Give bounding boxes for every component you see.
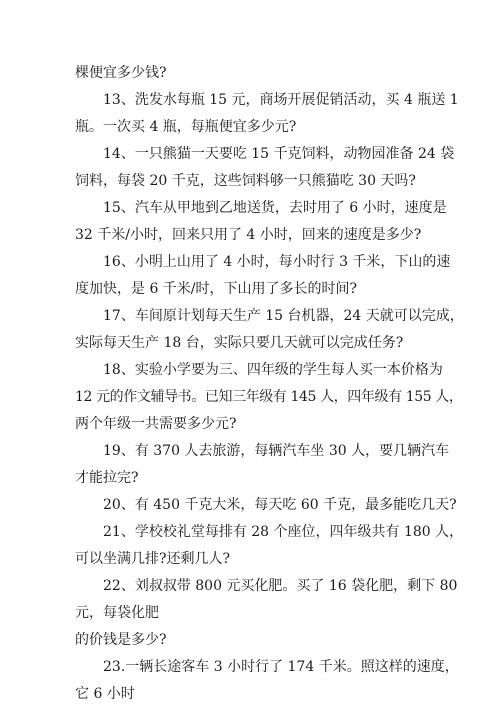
- text-line: 才能拉完?: [75, 470, 139, 486]
- text-line: 它 6 小时: [75, 686, 135, 702]
- text-line: 32 千米/小时，回来只用了 4 小时，回来的速度是多少?: [75, 227, 422, 243]
- question-22-line: 22、刘叔叔带 800 元买化肥。买了 16 袋化肥，剩下 80: [103, 578, 458, 594]
- text-line: 实际每天生产 18 台，实际只要几天就可以完成任务?: [75, 335, 404, 351]
- text-line: 的价钱是多少?: [75, 632, 167, 648]
- question-13-line: 13、洗发水每瓶 15 元，商场开展促销活动，买 4 瓶送 1: [103, 92, 459, 108]
- text-line: 12 元的作文辅导书。已知三年级有 145 人，四年级有 155 人，: [75, 389, 463, 405]
- question-21-line: 21、学校校礼堂每排有 28 个座位，四年级共有 180 人，: [103, 524, 464, 540]
- text-line: 两个年级一共需要多少元?: [75, 416, 237, 432]
- question-23-line: 23.一辆长途客车 3 小时行了 174 千米。照这样的速度，: [103, 659, 459, 675]
- question-20-line: 20、有 450 千克大米，每天吃 60 千克，最多能吃几天?: [103, 497, 457, 513]
- text-line: 饲料，每袋 20 千克，这些饲料够一只熊猫吃 30 天吗?: [75, 173, 416, 189]
- text-line: 可以坐满几排?还剩几人?: [75, 551, 231, 567]
- question-18-line: 18、实验小学要为三、四年级的学生每人买一本价格为: [103, 362, 443, 378]
- text-line: 元，每袋化肥: [75, 605, 159, 621]
- text-line: 瓶。一次买 4 瓶，每瓶便宜多少元?: [75, 119, 297, 135]
- question-17-line: 17、车间原计划每天生产 15 台机器，24 天就可以完成，: [103, 308, 464, 324]
- question-15-line: 15、汽车从甲地到乙地送货，去时用了 6 小时，速度是: [103, 200, 447, 216]
- question-14-line: 14、一只熊猫一天要吃 15 千克饲料，动物园准备 24 袋: [103, 146, 455, 162]
- question-19-line: 19、有 370 人去旅游，每辆汽车坐 30 人，要几辆汽车: [103, 443, 450, 459]
- text-line: 棵便宜多少钱?: [75, 65, 167, 81]
- text-line: 度加快，是 6 千米/时，下山用了多长的时间?: [75, 281, 358, 297]
- question-16-line: 16、小明上山用了 4 小时，每小时行 3 千米，下山的速: [103, 254, 451, 270]
